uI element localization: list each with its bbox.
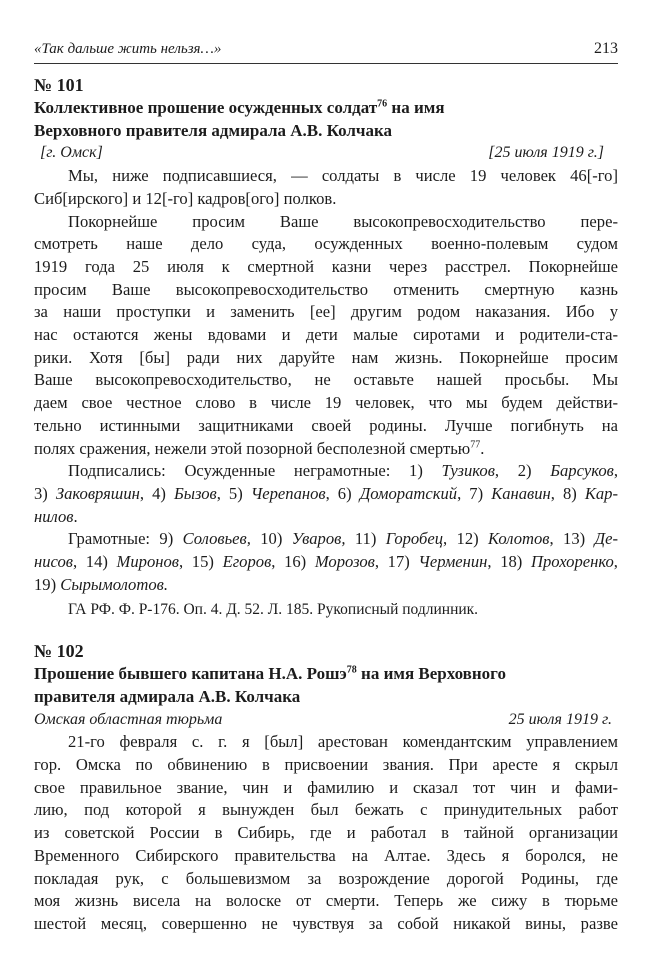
text-line (34, 256, 618, 279)
text-line (34, 890, 618, 913)
text-run: , 14) (72, 552, 117, 572)
text-run: за наши проступки и заменить [ее] другим родом наказания. Ибо у (34, 302, 618, 322)
document-place-date (34, 142, 618, 165)
document-title (34, 663, 618, 708)
signatory-name: Де- (594, 529, 618, 549)
text-run: смотреть наше дело суда, осужденных военно-полевым судом (34, 234, 618, 254)
title-line (34, 97, 618, 120)
text-run: , 5) (216, 483, 251, 503)
text-run: полях сражения, нежели этой позорной бесполезной смертью (34, 438, 471, 458)
text-run: тельно истинными защитниками своей родины. Лучше погибнуть на (34, 415, 618, 435)
signatory-name: нилов (34, 506, 74, 526)
document-number: № 102 (34, 641, 84, 662)
text-line (34, 438, 618, 461)
document-body (34, 731, 618, 935)
text-run: , 15) (179, 552, 223, 572)
archive-source: ГА РФ. Ф. Р-176. Оп. 4. Д. 52. Л. 185. Рукописный подлинник. (68, 601, 479, 619)
text-run: Подписались: Осужденные неграмотные: 1) (68, 461, 442, 481)
text-run: просим Ваше высокопревосходительство отменить смертную казнь (34, 279, 618, 299)
text-run: 21-го февраля с. г. я [был] арестован комендантским управлением (68, 732, 618, 752)
title-line (34, 686, 618, 709)
text-line (34, 165, 618, 188)
title-line (34, 120, 618, 143)
paragraph (34, 165, 618, 210)
text-line (34, 506, 618, 529)
document-title (34, 97, 618, 142)
signatory-name: Колотов (488, 529, 550, 549)
text-line (34, 188, 618, 211)
text-line (34, 324, 618, 347)
signatory-name: Горобец (385, 529, 443, 549)
signatory-name: нисов (34, 552, 73, 572)
text-line (34, 415, 618, 438)
text-line (34, 369, 618, 392)
text-line (34, 347, 618, 370)
text-run: , 8) (550, 483, 585, 503)
text-run: 1919 года 25 июля к смертной казни через расстрел. Покорнейше (34, 256, 618, 276)
document-place: Омская областная тюрьма (34, 710, 223, 728)
signatory-name: Кар- (584, 483, 618, 503)
text-line (34, 822, 618, 845)
running-title: «Так дальше жить нельзя…» (34, 41, 222, 57)
text-run: , 18) (487, 552, 531, 572)
text-run: , 2) (494, 461, 551, 481)
text-run: 3) (34, 483, 56, 503)
text-run: 11) (345, 529, 386, 549)
document-place-date (34, 709, 618, 732)
text-run: Мы, ниже подписавшиеся, — солдаты в числе 19 человек 46[-го] (68, 166, 618, 186)
paragraph (34, 460, 618, 528)
text-run: Временного Сибирского правительства на Алтае. Здесь я боролся, не (34, 845, 618, 865)
text-run: , 16) (271, 552, 315, 572)
signatory-name: Прохоренко (530, 552, 614, 572)
text-run: из советской России в Сибирь, где и работал в тайной организации (34, 823, 618, 843)
signatory-name: Заковряшин (55, 483, 140, 503)
signatory-name: Барсуков (550, 461, 614, 481)
paragraph (34, 211, 618, 461)
text-run: . (480, 438, 485, 458)
signatory-name: Морозов (314, 552, 375, 572)
text-line (34, 913, 618, 936)
text-line (34, 799, 618, 822)
text-run: , (613, 461, 618, 481)
text-line (34, 754, 618, 777)
book-page (34, 40, 618, 936)
footnote-ref[interactable]: 78 (346, 664, 357, 676)
page-number: 213 (594, 40, 618, 57)
paragraph (34, 731, 618, 935)
signatory-name: Уваров, (291, 529, 346, 549)
text-run: шестой месяц, совершенно не чувствуя за собой никакой вины, разве (34, 913, 618, 933)
text-run: Сиб[ирского] и 12[-го] кадров[ого] полков. (34, 188, 337, 208)
document-date: [25 июля 1919 г.] (488, 144, 604, 162)
footnote-ref[interactable]: 77 (470, 439, 481, 451)
text-run: , 4) (139, 483, 174, 503)
text-run: покладая рук, с большевизмом за возрождение дорогой Родины, где (34, 868, 618, 888)
text-run: Покорнейше просим Ваше высокопревосходительство пере- (68, 211, 618, 231)
text-run: Прошение бывшего капитана Н.А. Рошэ (34, 664, 347, 684)
document-place: [г. Омск] (40, 144, 103, 162)
document-102 (34, 640, 618, 935)
text-line (34, 777, 618, 800)
paragraph (34, 528, 618, 596)
text-line (34, 528, 618, 551)
text-run: Верховного правителя адмирала А.В. Колчака (34, 120, 393, 140)
text-run: нас остаются жены вдовами и дети малые сиротами и родители-ста- (34, 325, 618, 345)
text-run: рики. Хотя [бы] ради них даруйте нам жизнь. Покорнейше просим (34, 347, 618, 367)
signatory-name: Егоров (222, 552, 272, 572)
text-line (34, 301, 618, 324)
signatory-name: Соловьев, (182, 529, 251, 549)
text-run: моя жизнь висела на волоске от смерти. Теперь же сижу в тюрьме (34, 891, 618, 911)
text-run: правителя адмирала А.В. Колчака (34, 686, 301, 706)
text-run: даем свое честное слово в числе 19 человек, что мы будем действи- (34, 393, 618, 413)
signatory-name: Канавин (491, 483, 551, 503)
header-rule (34, 63, 618, 64)
text-line (34, 574, 618, 597)
text-run: , 13) (549, 529, 595, 549)
text-line (34, 845, 618, 868)
text-line (34, 279, 618, 302)
running-header (34, 40, 618, 60)
document-body (34, 165, 618, 596)
signatory-name: Сырымолотов. (60, 574, 168, 594)
text-run: на имя (387, 98, 445, 117)
signatory-name: Тузиков (441, 461, 495, 481)
text-run: Ваше высокопревосходительство, не оставьте нашей просьбы. Мы (34, 370, 618, 390)
document-number: № 101 (34, 75, 84, 95)
text-run: лию, под которой я вынужден был бежать с принудительных работ (34, 800, 618, 820)
footnote-ref[interactable]: 76 (377, 98, 388, 110)
text-run: Коллективное прошение осужденных солдат (34, 98, 378, 117)
signatory-name: Миронов (116, 552, 179, 572)
document-101 (34, 74, 618, 622)
text-line (34, 233, 618, 256)
text-line (34, 211, 618, 234)
text-run: , 12) (443, 529, 489, 549)
text-line (34, 731, 618, 754)
text-run: на имя Верховного (356, 664, 506, 684)
document-date: 25 июля 1919 г. (508, 710, 612, 728)
signatory-name: Черепанов (250, 483, 326, 503)
text-run: , 6) (325, 483, 360, 503)
text-run: Грамотные: 9) (68, 529, 183, 549)
signatory-name: Черменин (418, 552, 488, 572)
signatory-name: Доморатский (359, 483, 458, 503)
text-run: 10) (250, 529, 292, 549)
text-run: , 17) (374, 552, 419, 572)
text-run: , (613, 552, 618, 572)
text-run: . (73, 506, 78, 526)
text-run: , 7) (457, 483, 492, 503)
text-run: свое правильное звание, чин и фамилию и сказал тот чин и фами- (34, 777, 618, 797)
text-line (34, 460, 618, 483)
text-line (34, 483, 618, 506)
text-run: 19) (34, 574, 61, 594)
signatory-name: Бызов (173, 483, 217, 503)
text-line (34, 551, 618, 574)
text-run: гор. Омска по обвинению в присвоении звания. При аресте я скрыл (34, 754, 618, 774)
text-line (34, 392, 618, 415)
text-line (34, 868, 618, 891)
title-line (34, 663, 618, 686)
